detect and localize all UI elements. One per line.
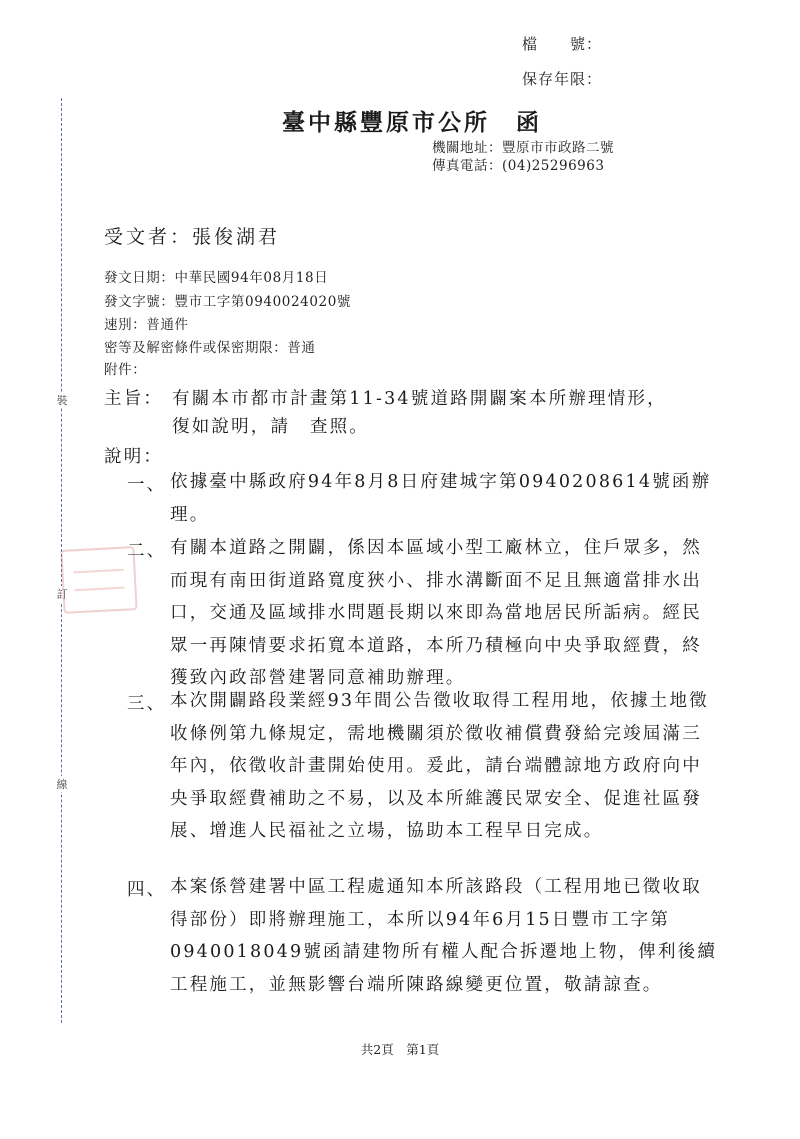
letterhead-title	[282, 104, 542, 137]
delivery-speed: 速別：普通件	[104, 317, 189, 333]
recipient: 受文者：張俊湖君	[104, 226, 281, 248]
agency-fax: 傳真電話：(04)25296963	[432, 158, 605, 174]
item-number: 二、	[127, 541, 166, 561]
organization-name: 臺中縣豐原市公所	[282, 109, 490, 136]
binding-mark-bottom: 線	[56, 778, 68, 791]
retention-period-label: 保存年限：	[522, 70, 603, 88]
explanation-item-1: 依據臺中縣政府94年8月8日府建城字第0940208614號函辦理。	[170, 472, 712, 525]
binding-mark-middle: 訂	[56, 588, 68, 601]
binding-mark-top: 裝	[56, 394, 68, 407]
secrecy-level: 密等及解密條件或保密期限：普通	[104, 340, 316, 356]
subject-line-2: 復如說明，請 查照。	[172, 417, 369, 437]
document-number: 發文字號：豐市工字第0940024020號	[104, 294, 351, 310]
issue-date: 發文日期：中華民國94年08月18日	[104, 270, 329, 286]
explanation-label: 說明：	[104, 447, 164, 467]
subject-line-1: 有關本市都市計畫第11-34號道路開闢案本所辦理情形，	[172, 389, 667, 409]
item-number: 一、	[127, 475, 166, 495]
file-number-label: 檔 號：	[522, 35, 603, 53]
page-footer: 共2頁 第1頁	[360, 1042, 440, 1057]
explanation-item-4: 本案係營建署中區工程處通知本所該路段（工程用地已徵收取得部份）即將辦理施工，本所以94年6月15日豐市工字第0940018049號函請建物所有權人配合拆遷地上物，俾利後續工程施工，並無影響台端所陳路線變更位置，敬請諒查。	[170, 877, 718, 995]
explanation-item-2: 有關本道路之開闢，係因本區域小型工廠林立，住戶眾多，然而現有南田街道路寬度狹小、排水溝斷面不足且無適當排水出口，交通及區域排水問題長期以來即為當地居民所詬病。經民眾一再陳情要求拓寬本道路，本所乃積極向中央爭取經費，終獲致內政部營建署同意補助辦理。	[170, 538, 702, 688]
agency-address: 機關地址：豐原市市政路二號	[432, 140, 614, 156]
subject-label: 主旨：	[104, 389, 164, 409]
explanation-item-3: 本次開闢路段業經93年間公告徵收取得工程用地，依據土地徵收條例第九條規定，需地機關須於徵收補償費發給完竣屆滿三年內，依徵收計畫開始使用。爰此，請台端體諒地方政府向中央爭取經費補助之不易，以及本所維護民眾安全、促進社區發展、增進人民福祉之立場，協助本工程早日完成。	[170, 691, 709, 841]
document-type: 函	[516, 109, 542, 136]
attachment-label: 附件：	[104, 362, 147, 378]
item-number: 三、	[127, 694, 166, 714]
item-number: 四、	[127, 880, 166, 900]
